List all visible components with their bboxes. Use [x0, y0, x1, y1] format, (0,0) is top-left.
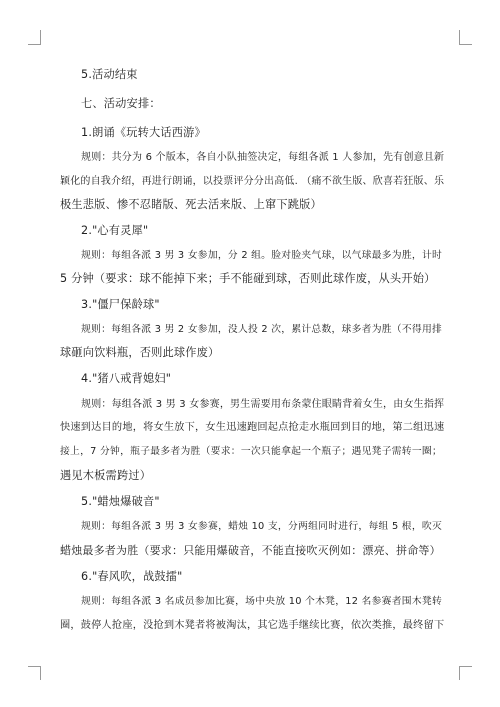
event-rule-1-line-1: 规则：共分为 6 个版本，各自小队抽签决定，每组各派 1 人参加，先有创意且新	[81, 152, 445, 163]
event-rule-3-line-1: 规则：每组各派 3 男 2 女参加，没人投 2 次，累计总数，球多者为胜（不得用排	[81, 324, 442, 335]
section-heading-activity-schedule: 七、活动安排：	[81, 97, 161, 110]
event-rule-1-line-2: 颖化的自我介绍，再进行朗诵，以投票评分分出高低. （痛不欲生版、欣喜若狂版、乐	[60, 176, 445, 187]
event-rule-4-line-4: 遇见木板需跨过）	[60, 469, 152, 482]
section-item-activity-end: 5.活动结束	[81, 68, 138, 81]
event-title-5: 5."蜡烛爆破音"	[81, 495, 160, 508]
event-rule-4-line-3: 接上，7 分钟，瓶子最多者为胜（要求：一次只能拿起一个瓶子；遇见凳子需转一圈；	[60, 446, 442, 457]
event-rule-2-line-1: 规则：每组各派 3 男 3 女参加，分 2 组。脸对脸夹气球，以气球最多为胜，计时	[81, 250, 442, 261]
event-title-3: 3."僵尸保龄球"	[81, 298, 160, 311]
event-title-4: 4."猪八戒背媳妇"	[81, 372, 172, 385]
event-rule-6-line-2: 圈，鼓停人抢座，没抢到木凳者将被淘汰，其它选手继续比赛，依次类推，最终留下	[60, 620, 445, 631]
event-rule-6-line-1: 规则：每组各派 3 名成员参加比赛，场中央放 10 个木凳，12 名参赛者围木凳转	[81, 596, 442, 607]
event-title-2: 2."心有灵犀"	[81, 224, 149, 237]
event-rule-5-line-2: 蜡烛最多者为胜（要求：只能用爆破音，不能直接吹灭例如：漂亮、拼命等）	[60, 544, 441, 557]
event-title-6: 6."春风吹，战鼓擂"	[81, 570, 183, 583]
event-rule-5-line-1: 规则：每组各派 3 男 3 女参赛，蜡烛 10 支，分两组同时进行，每组 5 根，吹灭	[81, 521, 442, 532]
event-rule-1-line-3: 极生悲版、惨不忍睹版、死去活来版、上窜下跳版）	[60, 198, 322, 211]
event-title-1: 1.朗诵《玩转大话西游》	[81, 126, 206, 139]
event-rule-4-line-1: 规则：每组各派 3 男 3 女参赛，男生需要用布条蒙住眼睛背着女生，由女生指挥	[81, 399, 445, 410]
event-rule-2-line-2: 5 分钟（要求：球不能掉下来；手不能碰到球，否则此球作废，从头开始）	[60, 272, 436, 285]
event-rule-3-line-2: 球砸向饮料瓶，否则此球作废）	[60, 346, 220, 359]
event-rule-4-line-2: 快速到达目的地，将女生放下，女生迅速跑回起点抢走水瓶回到目的地，第二组迅速	[60, 422, 445, 433]
